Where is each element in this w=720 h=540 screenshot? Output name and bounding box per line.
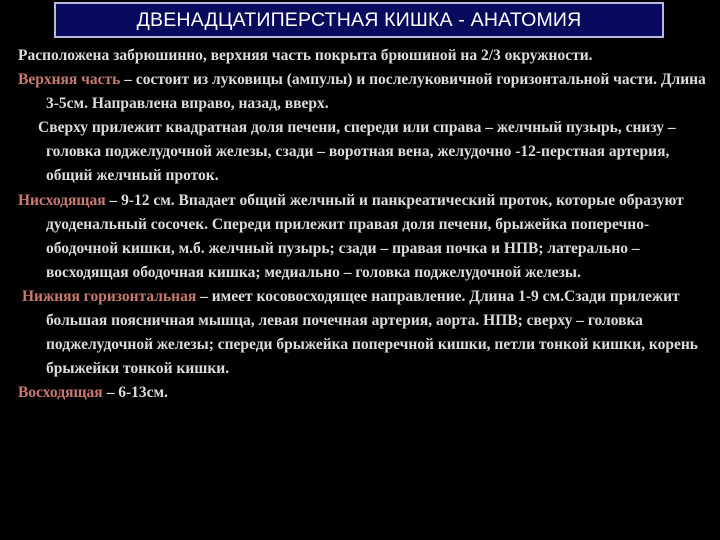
slide-title-box	[54, 2, 664, 38]
paragraph-location	[18, 44, 716, 68]
paragraph-descending	[18, 189, 716, 285]
paragraph-location-text: Расположена забрюшинно, верхняя часть покрыта брюшиной на 2/3 окружности.	[18, 47, 593, 64]
paragraph-ascending	[18, 381, 716, 405]
paragraph-upper-relations-text: Сверху прилежит квадратная доля печени, спереди или справа – желчный пузырь, снизу – головка поджелудочной железы, сзади – воротная вена, желудочно -12-перстная артерия, общий желчный проток.	[38, 119, 676, 185]
paragraph-upper-part	[18, 68, 716, 116]
heading-ascending: Восходящая	[18, 384, 103, 402]
paragraph-ascending-text: – 6-13см.	[102, 384, 168, 402]
heading-descending: Нисходящая	[18, 191, 106, 209]
heading-upper-part: Верхняя часть	[18, 71, 121, 89]
slide-title: ДВЕНАДЦАТИПЕРСТНАЯ КИШКА - АНАТОМИЯ	[136, 8, 582, 31]
paragraph-upper-relations	[18, 116, 716, 188]
paragraph-upper-part-text: – состоит из луковицы (ампулы) и послелуковичной горизонтальной части. Длина 3-5см. Направлена вправо, назад, вверх.	[46, 71, 706, 113]
paragraph-descending-text: – 9-12 см. Впадает общий желчный и панкреатический проток, которые образуют дуоденальный сосочек. Спереди прилежит правая доля печени, брыжейка поперечно-ободочной кишки, м.б. желчный пузырь; сзади – правая почка и НПВ; латерально – восходящая ободочная кишка; медиально – головка поджелудочной железы.	[46, 191, 684, 281]
slide-body	[18, 44, 716, 405]
paragraph-lower-horizontal-text: – имеет косовосходящее направление. Длина 1-9 см.Сзади прилежит большая поясничная мышца, левая почечная артерия, аорта. НПВ; сверху – головка поджелудочной железы; спереди брыжейка поперечной кишки, петли тонкой кишки, корень брыжейки тонкой кишки.	[46, 287, 698, 378]
heading-lower-horizontal: Нижняя горизонтальная	[22, 287, 197, 305]
paragraph-lower-horizontal	[18, 285, 716, 381]
